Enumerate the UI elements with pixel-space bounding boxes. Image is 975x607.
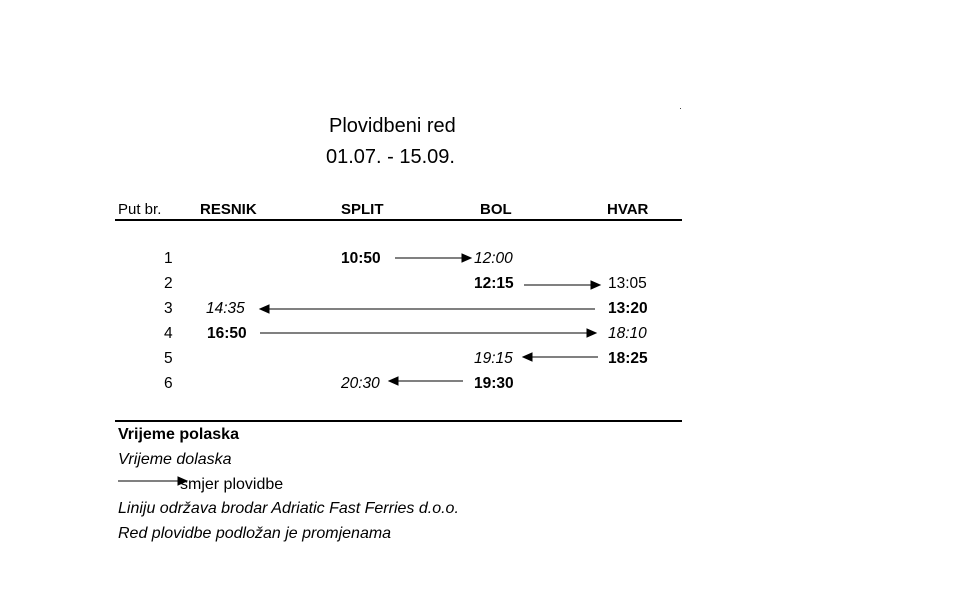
trip-number: 2 [164,275,173,292]
arrival-time-hvar: 13:05 [608,275,647,292]
arrowhead-icon [523,353,532,361]
arrival-time-resnik: 14:35 [206,300,245,317]
arrowhead-icon [260,305,269,313]
arrowhead-icon [389,377,398,385]
col-header-resnik: RESNIK [200,201,257,218]
departure-time-resnik: 16:50 [207,325,247,342]
arrival-time-hvar: 18:10 [608,325,647,342]
trip-number: 5 [164,350,173,367]
trip-number: 1 [164,250,173,267]
departure-time-hvar: 18:25 [608,350,648,367]
footer-rule [115,420,682,422]
trip-number: 6 [164,375,173,392]
col-header-bol: BOL [480,201,512,218]
arrowhead-icon [462,254,471,262]
change-note: Red plovidbe podložan je promjenama [118,525,392,542]
departure-time-hvar: 13:20 [608,300,648,317]
arrival-time-split: 20:30 [341,375,380,392]
arrowhead-icon [587,329,596,337]
arrival-time-bol: 19:15 [474,350,513,367]
departure-time-bol: 19:30 [474,375,514,392]
departure-time-bol: 12:15 [474,275,514,292]
trip-number: 3 [164,300,173,317]
operator-note: Liniju održava brodar Adriatic Fast Ferries d.o.o. [118,500,459,517]
legend-direction: smjer plovidbe [180,476,284,493]
schedule-title: Plovidbeni red [329,115,456,137]
legend-departure: Vrijeme polaska [118,426,239,443]
col-header-hvar: HVAR [607,201,649,218]
trip-number: 4 [164,325,173,342]
col-header-trip: Put br. [118,201,162,218]
schedule-period: 01.07. - 15.09. [326,146,455,168]
legend-arrival: Vrijeme dolaska [118,451,232,468]
arrowhead-icon [591,281,600,289]
departure-time-split: 10:50 [341,250,381,267]
arrival-time-bol: 12:00 [474,250,513,267]
col-header-split: SPLIT [341,201,384,218]
